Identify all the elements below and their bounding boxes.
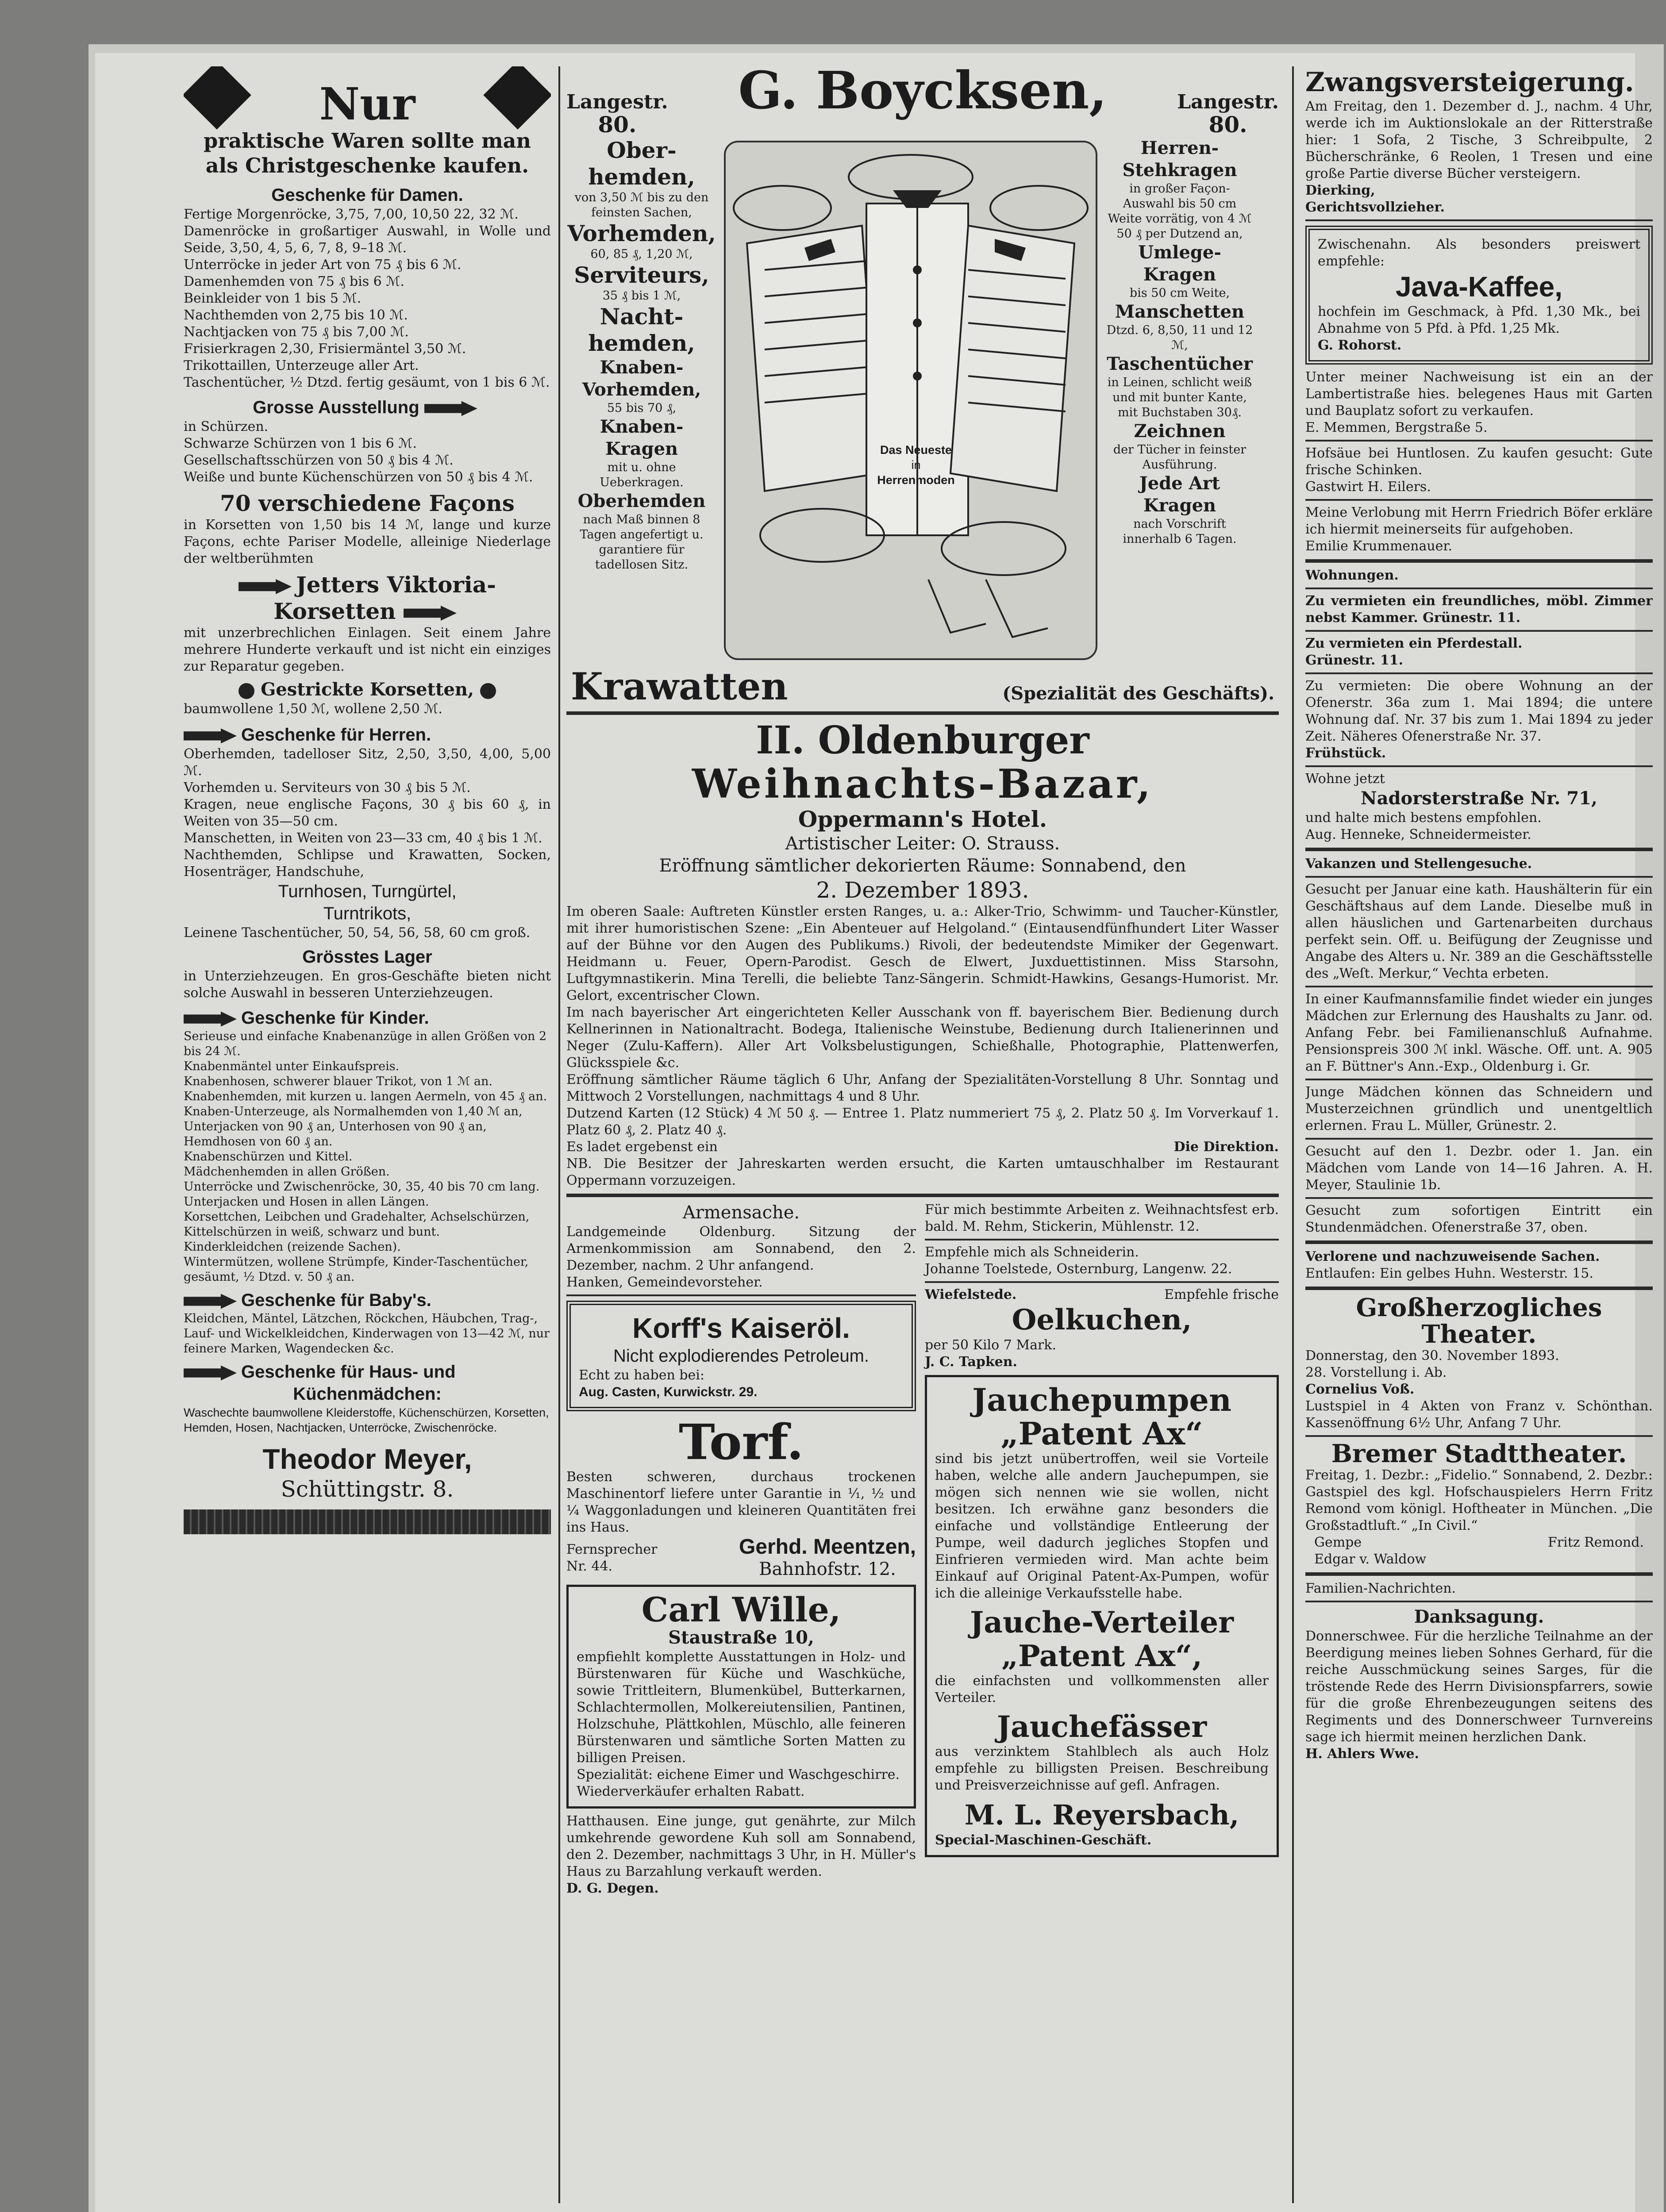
- list-item: Schwarze Schürzen von 1 bis 6 ℳ.: [184, 436, 417, 451]
- column-rule-right: [1292, 66, 1294, 2203]
- bazar-nb: NB. Die Besitzer der Jahreskarten werden ersucht, die Karten umtauschhalber im Restaurant Oppermann vorzuzeigen.: [566, 1156, 1279, 1188]
- list-item: Unterröcke und Zwischenröcke, 30, 35, 40 bis 70 cm lang.: [184, 1180, 540, 1194]
- wohnung-4-text: und halte mich bestens empfohlen.: [1305, 810, 1542, 826]
- turntrikots: Turntrikots,: [323, 904, 412, 923]
- korff-sub: Nicht explodierendes Petroleum.: [613, 1346, 870, 1366]
- herren-title-text: Geschenke für Herren.: [241, 725, 431, 745]
- divider: [1305, 1240, 1653, 1244]
- jetters-text: mit unzerbrechlichen Einlagen. Seit einem Jahre mehrere Hunderte verkauft und ist nicht ein einziges zur Reparatur gegeben.: [184, 625, 551, 674]
- divider: [1305, 440, 1653, 442]
- divider: [925, 1281, 1279, 1283]
- caption-line: Das Neueste: [880, 443, 952, 457]
- boycksen-right-list: [1104, 137, 1255, 664]
- wille-addr: Staustraße 10,: [668, 1627, 814, 1648]
- reyersbach-sub: Special-Maschinen-Geschäft.: [935, 1832, 1152, 1848]
- theater-title: Großherzogliches Theater.: [1356, 1293, 1602, 1349]
- hatt-sig: D. G. Degen.: [566, 1881, 659, 1896]
- wohnungen-title: Wohnungen.: [1305, 568, 1399, 583]
- torf-firm: [739, 1536, 916, 1580]
- schneiderin-text: Empfehle mich als Schneiderin.: [925, 1244, 1139, 1260]
- bullet-icon: [480, 683, 496, 699]
- lager-title: Grösstes Lager: [302, 947, 432, 967]
- street-number: 80.: [1208, 111, 1247, 138]
- facons-title: 70 verschiedene Façons: [220, 490, 515, 516]
- divider: [1305, 630, 1653, 632]
- divider: [566, 1194, 1279, 1197]
- grund-text: Unter meiner Nachweisung ist ein an der Lambertistraße hies. belegenes Haus mit Garten und Bauplatz sofort zu verkaufen.: [1305, 369, 1653, 419]
- cast-role: Edgar v. Waldow: [1314, 1551, 1427, 1567]
- boycksen-heading: Vorhemden,: [567, 220, 716, 246]
- divider: [1305, 1286, 1653, 1290]
- oel-title: Oelkuchen,: [1012, 1303, 1192, 1336]
- boycksen-heading: hemden,: [588, 164, 695, 190]
- street-right: [1177, 92, 1279, 137]
- zwang-sig-1: Dierking,: [1305, 183, 1375, 198]
- divider: [1305, 1572, 1653, 1576]
- bullet-icon: [239, 683, 254, 699]
- oel-price: per 50 Kilo 7 Mark.: [925, 1337, 1057, 1353]
- divider: [566, 1294, 916, 1296]
- oelkuchen-ad: [925, 1286, 1279, 1371]
- list-item: Frisierkragen 2,30, Frisiermäntel 3,50 ℳ.: [184, 341, 466, 357]
- wohnung-3: Zu vermieten: Die obere Wohnung an der Ofenerstr. 36a zum 1. Mai 1894; die untere Wohnung daſ. Nr. 37 bis zum 1. Mai 1894 zu jeder Zeit. Näheres Ofenerstraße Nr. 37.: [1305, 678, 1653, 744]
- list-item: Unterröcke in jeder Art von 75 ₰ bis 6 ℳ.: [184, 257, 462, 273]
- cast-actor: Fritz Remond.: [1547, 1535, 1644, 1550]
- schneiderin-addr: Johanne Toelstede, Osternburg, Langenw. 22.: [925, 1261, 1232, 1277]
- verloren-title: Verlorene und nachzuweisende Sachen.: [1305, 1249, 1600, 1264]
- torf-fern-nr: Nr. 44.: [566, 1559, 613, 1574]
- kinder-title: [184, 1007, 551, 1029]
- list-item: Knabenhosen, schwerer blauer Trikot, von 1 ℳ an.: [184, 1075, 492, 1088]
- oel-place: Wiefelstede.: [925, 1287, 1017, 1302]
- oel-empf: Empfehle frische: [1164, 1287, 1279, 1302]
- danksagung-title: Danksagung.: [1414, 1606, 1544, 1627]
- zwang-sig-2: Gerichtsvollzieher.: [1305, 200, 1445, 215]
- zwang-title: Zwangsversteigerung.: [1305, 67, 1634, 98]
- boycksen-heading: Ober-: [607, 137, 677, 163]
- intro-line-2: als Christgeschenke kaufen.: [205, 154, 529, 177]
- kinder-title-text: Geschenke für Kinder.: [241, 1008, 429, 1028]
- torf-firm-name: Gerhd. Meentzen,: [739, 1535, 916, 1559]
- caption-line: in: [911, 458, 921, 472]
- list-item: Unterjacken und Hosen in allen Längen.: [184, 1195, 429, 1209]
- boycksen-text: Dtzd. 6, 8,50, 11 und 12 ℳ,: [1106, 323, 1253, 352]
- boycksen-text: 55 bis 70 ₰,: [607, 401, 677, 415]
- divider: [1305, 559, 1653, 563]
- haus-title-text: Geschenke für Haus- und: [241, 1362, 456, 1382]
- baby-title-text: Geschenke für Baby's.: [241, 1290, 431, 1310]
- street-label: Langestr.: [1177, 91, 1279, 113]
- torf-text: Besten schweren, durchaus trockenen Maschinentorf liefere unter Garantie in ¹⁄₁, ½ und ¼ Waggonladungen und kleineren Quantitäten frei ins Haus.: [566, 1469, 916, 1535]
- hof-sig: Gastwirt H. Eilers.: [1305, 479, 1431, 495]
- list-item: Nachthemden, Schlipse und Krawatten, Socken, Hosenträger, Handschuhe,: [184, 847, 551, 879]
- bazar-signature: [566, 1139, 1279, 1156]
- krawatten-title: Krawatten: [571, 664, 788, 708]
- boycksen-text: nach Maß binnen 8 Tagen angefertigt u. garantiere für tadellosen Sitz.: [580, 513, 704, 572]
- illustration-caption: [850, 442, 982, 488]
- bazar-text: Es ladet ergebenst ein: [566, 1139, 718, 1155]
- pointing-hand-icon: [424, 401, 477, 416]
- haus-title: [184, 1361, 551, 1383]
- boycksen-heading: Jede Art: [1139, 473, 1220, 494]
- list-item: Knabenschürzen und Kittel.: [184, 1150, 353, 1164]
- boycksen-ad: [566, 66, 1279, 707]
- divider: [1305, 672, 1653, 674]
- wohnung-2-sig: Grünestr. 11.: [1305, 653, 1404, 668]
- boycksen-text: mit u. ohne Ueberkragen.: [600, 461, 684, 489]
- bazar-text: Im nach bayerischer Art eingerichteten Keller Ausschank von ff. bayerischem Bier. Bedienung durch Kellnerinnen in Nationaltracht. Bodega, Italienische Weinstube, Bedienung durch Italienerinnen und Neger (Zulu-Kaffern). Aller Art Volksbelustigungen, Schießhalle, Photographie, Plattenwerfen, Glücksspiele &c.: [566, 1005, 1279, 1071]
- list-item: Gesucht auf den 1. Dezbr. oder 1. Jan. ein Mädchen vom Lande von 14—16 Jahren. A. H. Meyer, Staulinie 1b.: [1305, 1144, 1653, 1193]
- ausstellung-title: [184, 396, 551, 419]
- boycksen-text: nach Vorschrift innerhalb 6 Tagen.: [1123, 517, 1237, 546]
- boycksen-heading: Knaben-: [600, 357, 684, 378]
- street-left: [566, 92, 668, 137]
- bremen-roles: [1314, 1534, 1426, 1568]
- faesser-title: Jauchefässer: [997, 1709, 1207, 1744]
- bazar-text: Eröffnung sämtlicher Räume täglich 6 Uhr, Anfang der Spezialitäten-Vorstellung 8 Uhr. Sonntag und Mittwoch 2 Vorstellungen, nachmittags 4 und 8 Uhr.: [566, 1072, 1279, 1104]
- pointing-hand-icon: [239, 579, 292, 594]
- bazar-datum: 2. Dezember 1893.: [816, 877, 1029, 903]
- bazar-title-3: Oppermann's Hotel.: [798, 806, 1047, 832]
- list-item: Oberhemden, tadelloser Sitz, 2,50, 3,50, 4,00, 5,00 ℳ.: [184, 746, 551, 779]
- jauche-text: sind bis jetzt unübertroffen, weil sie Vorteile haben, welche alle andern Jauchepumpen, sie mögen sich nennen wie sie wollen, nicht besitzen. Ich erwähne ganz besonders die einfache und vollständige Entleerung der Pumpe, weil dadurch jegliches Stopfen und Einfrieren vermieden wird. Man achte beim Einkauf auf Original Patent-Ax-Pumpen, wofür ich die alleinige Verkaufsstelle habe.: [935, 1451, 1269, 1601]
- boycksen-left-list: [566, 137, 717, 664]
- shirt-illustration: [720, 137, 1101, 664]
- boycksen-text: bis 50 cm Weite,: [1129, 286, 1230, 300]
- verteiler-title-1: Jauche-Verteiler: [970, 1605, 1234, 1640]
- facons-text: in Korsetten von 1,50 bis 14 ℳ, lange und kurze Façons, echte Pariser Modelle, alleinige Niederlage der weltberühmten: [184, 517, 551, 566]
- divider: [1305, 876, 1653, 878]
- jetters-title: [184, 572, 551, 598]
- boycksen-heading: Vorhemden,: [582, 379, 701, 400]
- lower-right: [925, 1202, 1279, 1897]
- torf-fern: [566, 1541, 658, 1575]
- grund-sig: E. Memmen, Bergstraße 5.: [1305, 420, 1488, 435]
- herren-title: [184, 724, 551, 746]
- column-right: [1305, 66, 1653, 2203]
- pointing-hand-icon: [184, 1294, 237, 1309]
- list-item: Weiße und bunte Küchenschürzen von 50 ₰ bis 4 ℳ.: [184, 469, 533, 485]
- oel-sig: J. C. Tapken.: [925, 1354, 1017, 1370]
- jetters-title-1: Jetters Viktoria-: [296, 572, 496, 598]
- boycksen-name: G. Boycksen,: [738, 66, 1107, 121]
- java-sig: G. Rohorst.: [1318, 338, 1402, 353]
- list-item: In einer Kaufmannsfamilie findet wieder ein junges Mädchen zur Erlernung des Haushalts zu Janr. od. Anfang Febr. bei Familienanschluß Aufnahme. Pensionspreis 300 ℳ inkl. Wäsche. Off. unt. A. 905 an F. Büttner's Ann.-Exp., Oldenburg i. Gr.: [1305, 991, 1653, 1074]
- column-center: [566, 66, 1279, 2203]
- wohnung-3-sig: Frühstück.: [1305, 745, 1386, 761]
- torf-fern-label: Fernsprecher: [566, 1542, 658, 1557]
- caption-line: Herrenmoden: [877, 473, 955, 487]
- jetters-title-2: Korsetten: [273, 598, 396, 624]
- jetters-title-2-row: [184, 598, 551, 625]
- divider: [1305, 588, 1653, 589]
- java-intro: Zwischenahn. Als besonders preiswert empfehle:: [1318, 237, 1640, 269]
- wille-name: Carl Wille,: [641, 1590, 841, 1629]
- zwang-text: Am Freitag, den 1. Dezember d. J., nachm. 4 Uhr, werde ich im Auktionslokale an der Ritterstraße hier: 1 Sofa, 2 Tische, 3 Schreibpulte, 2 Bücherschränke, 6 Reolen, 1 Tresen und eine große Partie diverse Bücher versteigern.: [1305, 99, 1653, 181]
- bremen-cast: [1305, 1534, 1653, 1568]
- krawatten-row: [566, 664, 1279, 707]
- divider: [566, 711, 1279, 715]
- decorative-bar: [184, 1509, 551, 1534]
- boycksen-heading: Nacht-: [600, 303, 684, 330]
- diamond-icon: [483, 66, 551, 130]
- boycksen-heading: Taschentücher: [1107, 353, 1253, 374]
- haus-title-2: Küchenmädchen:: [293, 1384, 442, 1404]
- boycksen-text: 60, 85 ₰, 1,20 ℳ,: [590, 247, 693, 261]
- verteiler-text: die einfachsten und vollkommensten aller Verteiler.: [935, 1673, 1269, 1705]
- oel-head: [925, 1286, 1279, 1303]
- wohnung-2: Zu vermieten ein Pferdestall.: [1305, 636, 1523, 651]
- column-theodor-meyer: [184, 66, 551, 2203]
- baby-text: Kleidchen, Mäntel, Lätzchen, Röckchen, Häubchen, Trag-, Lauf- und Wickelkleidchen, Kinderwagen von 13—42 ℳ, nur feinere Marken, Wagendecken &c.: [184, 1312, 550, 1356]
- weihnachts-bazar-ad: [566, 719, 1279, 1189]
- leinen: Leinene Taschentücher, 50, 54, 56, 58, 60 cm groß.: [184, 925, 531, 941]
- theater-line: 28. Vorstellung i. Ab.: [1305, 1365, 1447, 1380]
- wille-rabatt: Wiederverkäufer erhalten Rabatt.: [577, 1784, 805, 1799]
- pointing-hand-icon: [184, 728, 237, 743]
- divider: [1305, 1079, 1653, 1080]
- nur-title: Nur: [319, 78, 416, 130]
- jauche-title-1: Jauchepumpen: [972, 1382, 1231, 1418]
- street-number: 80.: [598, 111, 637, 138]
- wohnung-4-addr: Nadorsterstraße Nr. 71,: [1361, 788, 1597, 809]
- hof-text: Hofsäue bei Huntlosen. Zu kaufen gesucht: Gute frische Schinken.: [1305, 445, 1653, 478]
- armen-sig: Hanken, Gemeindevorsteher.: [566, 1275, 763, 1290]
- boycksen-heading: hemden,: [588, 330, 695, 356]
- intro-line-1: praktische Waren sollte man: [204, 129, 531, 153]
- divider: [1305, 1197, 1653, 1199]
- wille-ad: [566, 1585, 916, 1809]
- list-item: Taschentücher, ½ Dtzd. fertig gesäumt, von 1 bis 6 ℳ.: [184, 375, 550, 390]
- list-item: Vorhemden u. Serviteurs von 30 ₰ bis 5 ℳ.: [184, 780, 471, 795]
- boycksen-heading: Herren-: [1140, 138, 1219, 158]
- divider: [1305, 848, 1653, 851]
- bazar-text: Dutzend Karten (12 Stück) 4 ℳ 50 ₰. — Entree 1. Platz nummeriert 75 ₰, 2. Platz 50 ₰. Im Vorverkauf 1. Platz 60 ₰, 2. Platz 40 ₰.: [566, 1106, 1279, 1138]
- list-item: Knaben-Unterzeuge, als Normalhemden von 1,40 ℳ an, Unterjacken von 90 ₰ an, Unterhosen von 90 ₰ an, Hemdhosen von 60 ₰ an.: [184, 1105, 523, 1148]
- boycksen-heading: Oberhemden: [577, 491, 706, 511]
- vakanzen-title: Vakanzen und Stellengesuche.: [1305, 856, 1532, 872]
- boycksen-body: [566, 137, 1279, 664]
- wohnung-1: Zu vermieten ein freundliches, möbl. Zimmer nebst Kammer. Grünestr. 11.: [1305, 593, 1653, 626]
- street-label: Langestr.: [566, 91, 668, 113]
- pointing-hand-icon: [184, 1011, 237, 1026]
- list-item: Kinderkleidchen (reizende Sachen).: [184, 1240, 401, 1254]
- gestrickt-text: Gestrickte Korsetten,: [261, 679, 474, 700]
- bazar-text: Im oberen Saale: Auftreten Künstler ersten Ranges, u. a.: Alker-Trio, Schwimm- und Taucher-Künstler, mit ihrer humoristischen Szene: „Ein Abenteuer auf Helgoland.“ (Eintausendfünfhundert Liter Wasser auf der Bühne vor den Augen des Publikums.) Rivoli, der bedeutendste Mimiker der Gegenwart. Heidmann u. Feuer, Opern-Parodist. Gesch de Elwert, Juxduettistinnen. Miss Starsohn, Luftgymnastikerin. Mina Terelli, die beliebte Tanz-Sängerin. Schmidt-Hawkins, Gesangs-Humorist. Mr. Gelort, excentrischer Clown.: [566, 904, 1279, 1003]
- lager-text: in Unterziehzeugen. En gros-Geschäfte bieten nicht solche Auswahl in besseren Unterziehzeugen.: [184, 968, 551, 1001]
- diamond-icon: [184, 66, 251, 130]
- list-item: Junge Mädchen können das Schneidern und Musterzeichnen gründlich und unentgeltlich erlernen. Frau L. Müller, Grünestr. 2.: [1305, 1084, 1653, 1133]
- java-title: Java-Kaffee,: [1395, 271, 1563, 303]
- list-item: Kragen, neue englische Façons, 30 ₰ bis 60 ₰, in Weiten von 35—50 cm.: [184, 797, 551, 829]
- bazar-direktion: Die Direktion.: [1174, 1139, 1279, 1155]
- turnhosen: Turnhosen, Turngürtel,: [278, 882, 457, 901]
- boycksen-heading: Umlege-Kragen: [1138, 242, 1221, 285]
- damen-title: Geschenke für Damen.: [271, 185, 463, 205]
- list-item: Mädchenhemden in allen Größen.: [184, 1165, 390, 1179]
- baby-title: [184, 1289, 551, 1311]
- jauche-title-2: „Patent Ax“: [1000, 1415, 1203, 1452]
- korff-ad: [566, 1301, 916, 1411]
- wille-spez: Spezialität: eichene Eimer und Waschgeschirre.: [577, 1767, 900, 1782]
- list-item: Wintermützen, wollene Strümpfe, Kinder-Taschentücher, gesäumt, ½ Dtzd. v. 50 ₰ an.: [184, 1255, 529, 1284]
- list-item: Gesucht per Januar eine kath. Haushälterin für ein Geschäftshaus auf dem Lande. Dieselbe muß in allen häuslichen und Gartenarbeiten durchaus perfekt sein. Off. u. Beifügung der Zeugnisse und Angabe des Alters u. Nr. 389 an die Geschäftsstelle des „Weſt. Merkur,“ Vechta erbeten.: [1305, 882, 1653, 981]
- java-text: hochfein im Geschmack, à Pfd. 1,30 Mk., bei Abnahme von 5 Pfd. à Pfd. 1,25 Mk.: [1318, 304, 1640, 336]
- torf-firm-addr: Bahnhofstr. 12.: [759, 1559, 896, 1579]
- rehm-text: Für mich bestimmte Arbeiten z. Weihnachtsfest erb. bald. M. Rehm, Stickerin, Mühlenstr. 12.: [925, 1202, 1279, 1234]
- wohnung-4-sig: Aug. Henneke, Schneidermeister.: [1305, 827, 1531, 842]
- list-item: Knabenhemden, mit kurzen u. langen Aermeln, von 45 ₰ an.: [184, 1090, 547, 1103]
- pointing-hand-icon: [184, 1365, 237, 1380]
- armen-text: Landgemeinde Oldenburg. Sitzung der Armenkommission am Sonnabend, den 2. Dezember, nachm. 2 Uhr anfangend.: [566, 1224, 916, 1273]
- verlobung-sig: Emilie Krummenauer.: [1305, 538, 1453, 554]
- nur-heading: [184, 66, 551, 128]
- list-item: Gesucht zum sofortigen Eintritt ein Stundenmädchen. Ofenerstraße 37, oben.: [1305, 1203, 1653, 1235]
- lower-center: [566, 1202, 1279, 1897]
- boycksen-heading: Stehkragen: [1122, 160, 1237, 180]
- ausstellung-sub: in Schürzen.: [184, 419, 269, 434]
- divider: [1305, 986, 1653, 987]
- lower-left: [566, 1202, 916, 1897]
- wohnung-4: Wohne jetzt: [1305, 771, 1385, 787]
- theater-line: Donnerstag, den 30. November 1893.: [1305, 1348, 1559, 1363]
- boycksen-text: in großer Façon-Auswahl bis 50 cm Weite vorrätig, von 4 ℳ 50 ₰ per Dutzend an,: [1108, 182, 1252, 241]
- list-item: Nachthemden von 2,75 bis 10 ℳ.: [184, 307, 408, 323]
- verloren-text: Entlaufen: Ein gelbes Huhn. Westerstr. 15.: [1305, 1266, 1593, 1281]
- boycksen-text: der Tücher in feinster Ausführung.: [1113, 443, 1247, 472]
- divider: [1305, 1435, 1653, 1437]
- boycksen-text: von 3,50 ℳ bis zu den feinsten Sachen,: [574, 191, 709, 219]
- java-kaffee-ad: [1305, 226, 1653, 365]
- verteiler-title-2: „Patent Ax“,: [1001, 1639, 1202, 1673]
- pointing-hand-icon: [404, 606, 457, 621]
- reyersbach-name: M. L. Reyersbach,: [964, 1799, 1239, 1831]
- bremen-title: Bremer Stadttheater.: [1331, 1439, 1627, 1468]
- hatt-text: Hatthausen. Eine junge, gut genährte, zur Milch umkehrende gewordene Kuh soll am Sonnabend, den 2. Dezember, nachmittags 3 Uhr, in H. Müller's Haus zu Barzahlung verkauft werden.: [566, 1813, 916, 1879]
- korff-dealer: Aug. Casten, Kurwickstr. 29.: [579, 1385, 758, 1399]
- jauche-ad: [925, 1375, 1279, 1857]
- boycksen-heading: Zeichnen: [1134, 421, 1226, 442]
- cast-role: Gempe: [1314, 1535, 1362, 1550]
- theater-line: Lustspiel in 4 Akten von Franz v. Schönthan. Kassenöffnung 6½ Uhr, Anfang 7 Uhr.: [1305, 1398, 1653, 1431]
- korff-title: Korff's Kaiseröl.: [632, 1312, 850, 1344]
- familien-title: Familien-Nachrichten.: [1305, 1581, 1456, 1596]
- divider: [1305, 499, 1653, 501]
- boycksen-heading: Knaben-Kragen: [600, 416, 684, 459]
- torf-title: Torf.: [678, 1413, 804, 1471]
- boycksen-text: in Leinen, schlicht weiß und mit bunter Kante, mit Buchstaben 30₰.: [1107, 376, 1252, 419]
- bazar-eroeffnung: Eröffnung sämtlicher dekorierten Räume: Sonnabend, den: [659, 856, 1186, 876]
- boycksen-heading: Serviteurs,: [574, 262, 709, 288]
- boycksen-text: 35 ₰ bis 1 ℳ,: [602, 289, 681, 303]
- list-item: Manschetten, in Weiten von 23—33 cm, 40 ₰ bis 1 ℳ.: [184, 830, 543, 846]
- danksagung-sig: H. Ahlers Wwe.: [1305, 1746, 1419, 1762]
- divider: [1305, 765, 1653, 767]
- gestrickt-price: baumwollene 1,50 ℳ, wollene 2,50 ℳ.: [184, 701, 442, 717]
- korff-echt: Echt zu haben bei:: [579, 1367, 704, 1383]
- faesser-text: aus verzinktem Stahlblech als auch Holz empfehle zu billigsten Preisen. Beschreibung und Preisverzeichnisse auf gefl. Anfragen.: [935, 1744, 1269, 1793]
- boycksen-header: [566, 66, 1279, 137]
- verlobung-text: Meine Verlobung mit Herrn Friedrich Böfer erkläre ich hiermit meinerseits für aufgehoben.: [1305, 505, 1653, 537]
- list-item: Damenhemden von 75 ₰ bis 6 ℳ.: [184, 274, 404, 289]
- list-item: Serieuse und einfache Knabenanzüge in allen Größen von 2 bis 24 ℳ.: [184, 1029, 547, 1058]
- bremen-text: Freitag, 1. Dezbr.: „Fidelio.“ Sonnabend, 2. Dezbr.: Gastspiel des kgl. Hofschauspielers Herrn Fritz Remond vom königl. Hoftheater in München. „Die Großstadtluft.“ „In Civil.“: [1305, 1467, 1653, 1533]
- krawatten-sub: (Spezialität des Geschäfts).: [1002, 683, 1274, 704]
- divider: [1305, 219, 1653, 221]
- boycksen-heading: Kragen: [1143, 495, 1216, 516]
- divider: [1305, 1601, 1653, 1602]
- haus-text: Waschechte baumwollene Kleiderstoffe, Küchenschürzen, Korsetten, Hemden, Hosen, Nachtjacken, Unterröcke, Zwischenröcke.: [184, 1406, 549, 1434]
- list-item: Fertige Morgenröcke, 3,75, 7,00, 10,50 22, 32 ℳ.: [184, 207, 519, 222]
- bazar-leiter: Artistischer Leiter: O. Strauss.: [785, 833, 1060, 854]
- firm-name: Theodor Meyer,: [262, 1443, 472, 1475]
- torf-footer: [566, 1536, 916, 1580]
- divider: [925, 1239, 1279, 1240]
- bazar-title-2: Weihnachts-Bazar,: [692, 760, 1154, 807]
- damen-list: [184, 206, 551, 391]
- list-item: Gesellschaftsschürzen von 50 ₰ bis 4 ℳ.: [184, 453, 454, 468]
- list-item: Nachtjacken von 75 ₰ bis 7,00 ℳ.: [184, 324, 409, 340]
- list-item: Trikottaillen, Unterzeuge aller Art.: [184, 358, 419, 373]
- wille-text: empfiehlt komplette Ausstattungen in Holz- und Bürstenwaren für Küche und Waschküche, sowie Trittleitern, Blumenkübel, Butterkarnen, Schlachtermollen, Molkereiutensilien, Pantinen, Holzschuhe, Plättkohlen, Müschlo, alle feineren Bürstenwaren und sämtliche Sorten Matten zu billigen Preisen.: [577, 1649, 906, 1766]
- torf-ad: [566, 1413, 916, 1580]
- danksagung-text: Donnerschwee. Für die herzliche Teilnahme an der Beerdigung meines lieben Sohnes Gerhard, für die reiche Ausschmückung seines Sarges, für die tröstende Rede des Herrn Divisionspfarrers, sowie für die große Ehrenbezeugungen seitens des Regiments und des Donnerschweer Turnvereins sage ich hiermit meinen herzlichen Dank.: [1305, 1628, 1653, 1745]
- list-item: Beinkleider von 1 bis 5 ℳ.: [184, 291, 362, 306]
- divider: [1305, 1138, 1653, 1140]
- boycksen-heading: Manschetten: [1115, 301, 1245, 322]
- list-item: Korsettchen, Leibchen und Gradehalter, Achselschürzen, Kittelschürzen in weiß, schwarz und bunt.: [184, 1210, 530, 1239]
- column-rule-left: [558, 66, 560, 2203]
- theater-line: Cornelius Voß.: [1305, 1382, 1415, 1397]
- armen-title: Armensache.: [682, 1202, 800, 1223]
- ausstellung-title-text: Grosse Ausstellung: [253, 398, 419, 417]
- firm-address: Schüttingstr. 8.: [281, 1476, 454, 1502]
- bazar-title-1: II. Oldenburger: [756, 718, 1089, 763]
- list-item: Damenröcke in großartiger Auswahl, in Wolle und Seide, 3,50, 4, 5, 6, 7, 8, 9–18 ℳ.: [184, 223, 551, 256]
- list-item: Knabenmäntel unter Einkaufspreis.: [184, 1060, 400, 1073]
- gestrickt-title: [184, 679, 551, 701]
